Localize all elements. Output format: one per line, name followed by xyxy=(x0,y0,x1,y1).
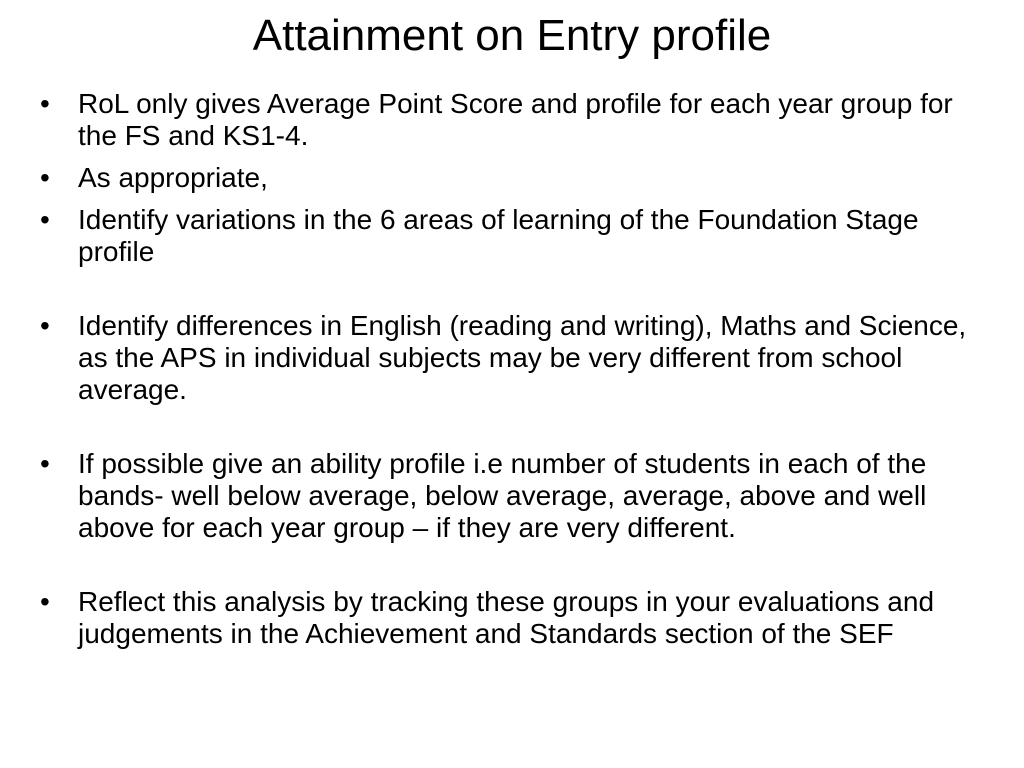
bullet-item xyxy=(30,88,980,152)
bullet-text: RoL only gives Average Point Score and profile for each year group for the FS and KS1-4. xyxy=(78,88,953,151)
bullet-item xyxy=(30,310,980,406)
bullet-icon: • xyxy=(40,310,50,341)
bullet-text: If possible give an ability profile i.e number of students in each of the bands- well below average, below average, average, above and well above for each year group – if they are very different. xyxy=(78,448,927,543)
bullet-item xyxy=(30,162,980,194)
bullet-icon: • xyxy=(40,586,50,617)
bullet-icon: • xyxy=(40,162,50,193)
bullet-list xyxy=(30,88,980,660)
bullet-icon: • xyxy=(40,204,50,235)
bullet-icon: • xyxy=(40,448,50,479)
bullet-text: As appropriate, xyxy=(78,162,268,193)
bullet-text: Reflect this analysis by tracking these groups in your evaluations and judgements in the Achievement and Standards section of the SEF xyxy=(78,586,935,649)
bullet-item xyxy=(30,448,980,544)
bullet-text: Identify variations in the 6 areas of learning of the Foundation Stage profile xyxy=(78,204,919,267)
bullet-item xyxy=(30,204,980,268)
bullet-icon: • xyxy=(40,88,50,119)
slide-title: Attainment on Entry profile xyxy=(252,11,772,60)
bullet-text: Identify differences in English (reading and writing), Maths and Science, as the APS in individual subjects may be very different from school average. xyxy=(78,310,967,405)
bullet-item xyxy=(30,586,980,650)
